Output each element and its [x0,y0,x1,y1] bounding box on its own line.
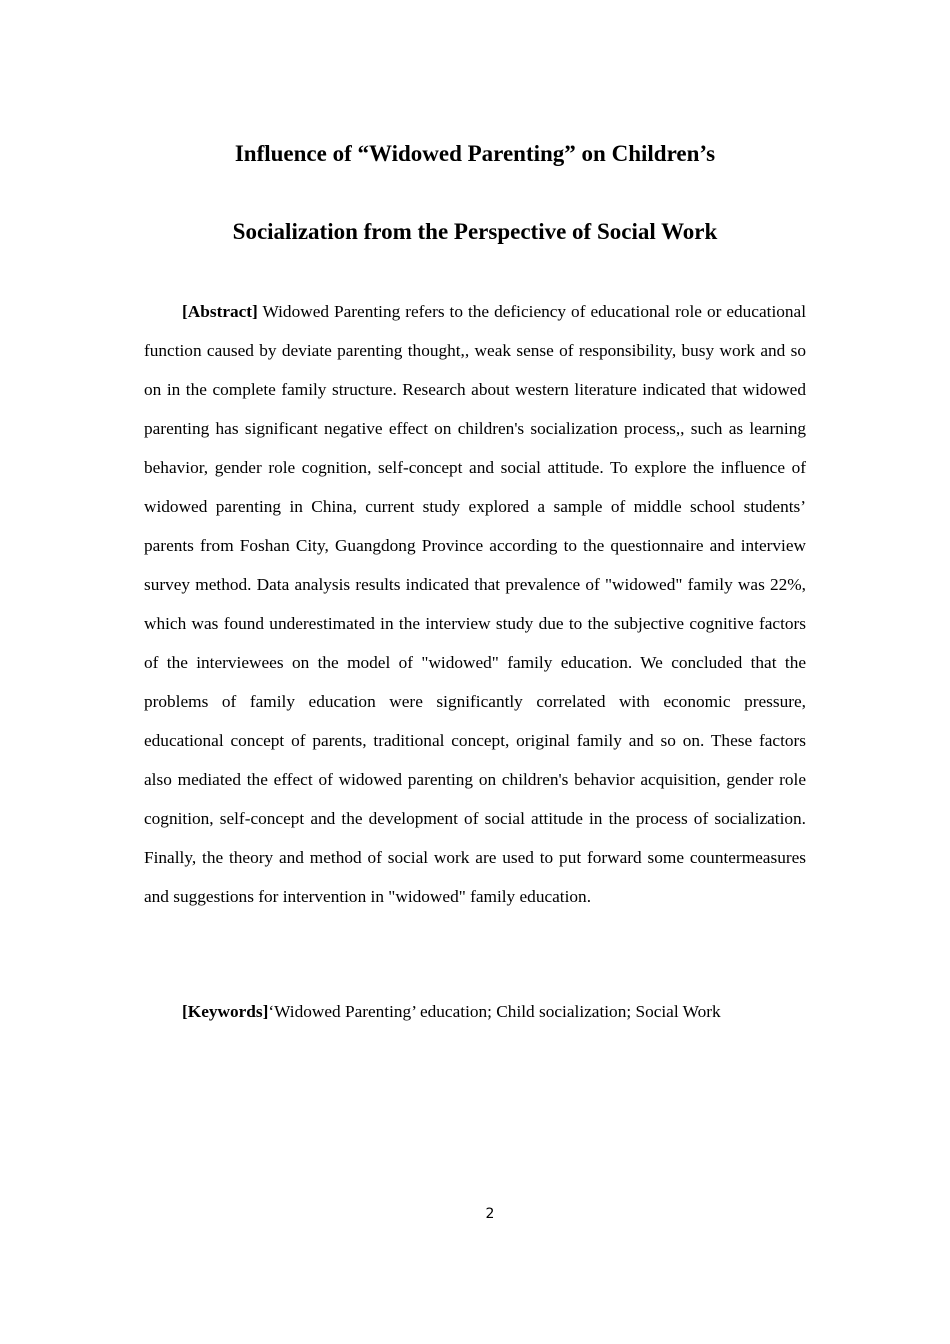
abstract-label: [Abstract] [182,302,258,321]
keywords-label: [Keywords] [182,1002,269,1021]
keywords-paragraph [144,995,806,1029]
title-line-1: Influence of “Widowed Parenting” on Children’s [234,141,716,166]
keywords-text: ‘Widowed Parenting’ education; Child socialization; Social Work [268,1002,721,1021]
abstract-paragraph [144,292,806,916]
page-number: 2 [485,1206,495,1222]
title-line-2: Socialization from the Perspective of Social Work [232,219,718,244]
abstract-text: Widowed Parenting refers to the deficiency of educational role or educational function caused by deviate parenting thought,, weak sense of responsibility, busy work and so on in the complete family structure. Research about western literature indicated that widowed parenting has significant negative effect on children's socialization process,, such as learning behavior, gender role cognition, self-concept and social attitude. To explore the influence of widowed parenting in China, current study explored a sample of middle school students’ parents from Foshan City, Guangdong Province according to the questionnaire and interview survey method. Data analysis results indicated that prevalence of "widowed" family was 22%, which was found underestimated in the interview study due to the subjective cognitive factors of the interviewees on the model of "widowed" family education. We concluded that the problems of family education were significantly correlated with economic pressure, educational concept of parents, traditional concept, original family and so on. These factors also mediated the effect of widowed parenting on children's behavior acquisition, gender role cognition, self-concept and the development of social attitude in the process of socialization. Finally, the theory and method of social work are used to put forward some countermeasures and suggestions for intervention in "widowed" family education. [144,302,806,906]
